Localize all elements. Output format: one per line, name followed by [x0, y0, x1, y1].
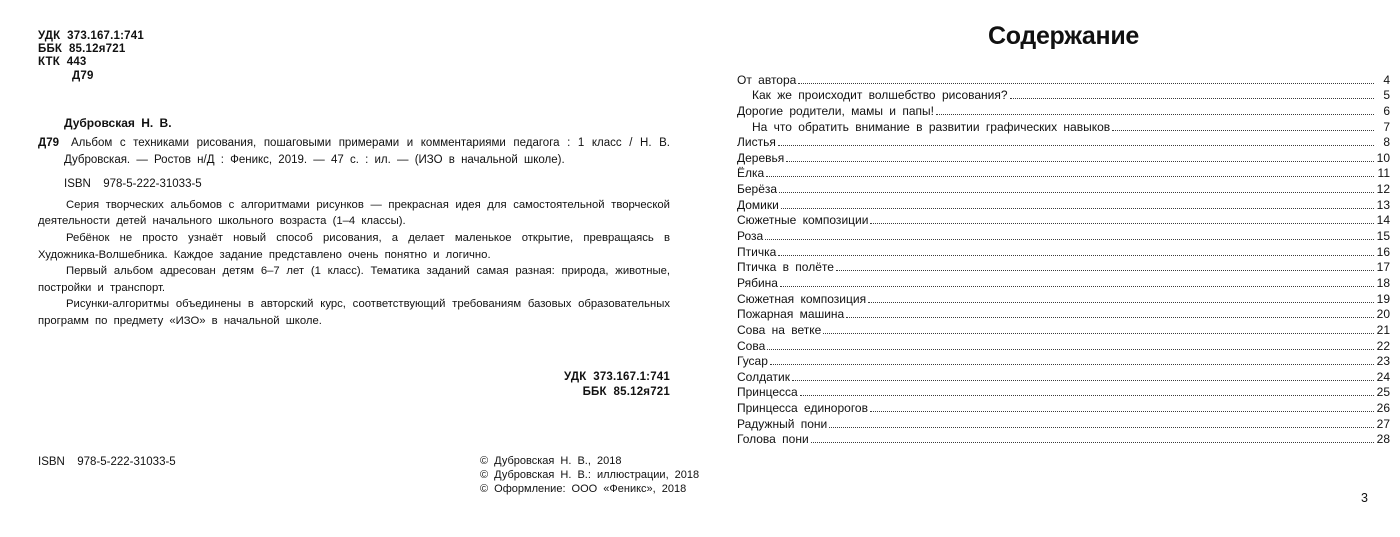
toc-page-number: 13 [1376, 197, 1390, 212]
toc-page-number: 21 [1376, 322, 1390, 337]
toc-dotted-leader [811, 442, 1374, 443]
toc-dotted-leader [836, 270, 1374, 271]
toc-dotted-leader [778, 145, 1374, 146]
toc-entry [737, 134, 1390, 150]
toc-entry [737, 259, 1390, 275]
toc-page-number: 18 [1376, 275, 1390, 290]
toc-page-number: 8 [1383, 135, 1390, 150]
toc-entry-label: Как же происходит волшебство рисования? [752, 88, 1008, 103]
toc-dotted-leader [770, 364, 1374, 365]
toc-entry [737, 368, 1390, 384]
toc-entry [737, 274, 1390, 290]
ktk-line: КТК 443 [38, 56, 87, 69]
entry-code: Д79 [38, 136, 59, 149]
toc-entry [737, 399, 1390, 415]
left-page-imprint [38, 30, 670, 400]
annotation-paragraph: Серия творческих альбомов с алгоритмами рисунков — прекрасная идея для самостоятельной творческой деятельности детей начального школьного возраста (1–4 классы). [38, 198, 670, 228]
toc-dotted-leader [1112, 130, 1374, 131]
classification-block [38, 30, 670, 83]
toc-page-number: 26 [1376, 401, 1390, 416]
toc-entry-label: Гусар [737, 354, 768, 369]
bibliographic-entry [38, 135, 670, 169]
toc-page-number: 10 [1376, 150, 1390, 165]
copyright-line: © Дубровская Н. В.: иллюстрации, 2018 [480, 468, 700, 481]
toc-entry [737, 415, 1390, 431]
bibliographic-description: Альбом с техниками рисования, пошаговыми примерами и комментариями педагога : 1 класс / Н. В. Дубровская. — Ростов н/Д : Феникс, 2019. — 47 с. : ил. — (ИЗО в начальной школе). [64, 136, 670, 166]
toc-dotted-leader [846, 317, 1374, 318]
toc-entry-label: Птичка [737, 244, 777, 259]
toc-page-number: 27 [1376, 416, 1390, 431]
toc-entry [737, 306, 1390, 322]
annotation-paragraph: Первый альбом адресован детям 6–7 лет (1 класс). Тематика заданий самая разная: природа, животные, постройки и транспорт. [38, 265, 670, 294]
toc-entry [737, 290, 1390, 306]
toc-dotted-leader [781, 208, 1374, 209]
toc-dotted-leader [792, 380, 1374, 381]
toc-dotted-leader [936, 114, 1374, 115]
toc-page-number: 20 [1376, 307, 1390, 322]
toc-dotted-leader [767, 349, 1374, 350]
toc-entry [737, 321, 1390, 337]
toc-entry [737, 149, 1390, 165]
toc-dotted-leader [779, 192, 1374, 193]
toc-page-number: 22 [1376, 338, 1390, 353]
toc-entry [737, 118, 1390, 134]
toc-page-number: 24 [1376, 369, 1390, 384]
toc-entry-label: Сюжетная композиция [737, 291, 867, 306]
copyright-block [480, 455, 699, 496]
toc-page-number: 11 [1377, 166, 1390, 181]
copyright-line: © Дубровская Н. В., 2018 [480, 455, 622, 467]
toc-entry-label: Сова на ветке [737, 322, 822, 337]
toc-entry [737, 227, 1390, 243]
toc-entry [737, 243, 1390, 259]
toc-entry-label: Рябина [737, 275, 778, 290]
toc-page-number: 7 [1383, 119, 1390, 134]
toc-entry-label: Пожарная машина [737, 307, 845, 322]
toc-dotted-leader [829, 427, 1374, 428]
toc-list [737, 71, 1390, 446]
toc-entry-label: Радужный пони [737, 416, 828, 431]
toc-entry [737, 431, 1390, 447]
toc-entry-label: На что обратить внимание в развитии графических навыков [752, 119, 1111, 134]
toc-page-number: 25 [1376, 385, 1390, 400]
bbk-footer-line: ББК 85.12я721 [582, 385, 670, 398]
toc-dotted-leader [1010, 98, 1374, 99]
toc-entry-label: Принцесса единорогов [737, 401, 868, 416]
toc-entry-label: Голова пони [737, 432, 809, 447]
toc-page-number: 4 [1383, 72, 1390, 87]
toc-page-number: 19 [1376, 291, 1390, 306]
udk-line: УДК 373.167.1:741 [38, 30, 144, 42]
toc-entry-label: Сюжетные композиции [737, 213, 869, 228]
toc-page-number: 23 [1376, 354, 1390, 369]
udk-footer-line: УДК 373.167.1:741 [564, 370, 670, 383]
toc-entry [737, 180, 1390, 196]
toc-dotted-leader [823, 333, 1374, 334]
toc-entry-label: Берёза [737, 182, 778, 197]
toc-entry-label: От автора [737, 72, 797, 87]
toc-entry [737, 212, 1390, 228]
toc-entry-label: Деревья [737, 150, 785, 165]
toc-dotted-leader [766, 176, 1374, 177]
udk-footer-block [38, 370, 670, 400]
bbk-line: ББК 85.12я721 [38, 43, 126, 56]
toc-page-number: 5 [1383, 88, 1390, 103]
toc-entry [737, 196, 1390, 212]
toc-dotted-leader [798, 83, 1374, 84]
annotation-paragraph: Рисунки-алгоритмы объединены в авторский курс, соответствующий требованиям базовых образовательных программ по предмету «ИЗО» в начальной школе. [38, 298, 670, 327]
toc-entry-label: Сова [737, 338, 766, 353]
toc-entry-label: Солдатик [737, 369, 790, 384]
toc-page-number: 14 [1376, 213, 1390, 228]
author-code-line: Д79 [72, 69, 94, 82]
toc-entry-label: Принцесса [737, 385, 798, 400]
toc-page-number: 16 [1376, 244, 1390, 259]
toc-entry [737, 87, 1390, 103]
toc-page-number: 15 [1376, 229, 1390, 244]
annotation-paragraph: Ребёнок не просто узнаёт новый способ рисования, а делает маленькое открытие, превращаясь в Художника-Волшебника. Каждое задание представлено очень понятно и логично. [38, 232, 670, 261]
toc-dotted-leader [870, 411, 1374, 412]
toc-entry-label: Домики [737, 197, 779, 212]
toc-entry-label: Роза [737, 229, 764, 244]
toc-entry [737, 102, 1390, 118]
toc-dotted-leader [786, 161, 1374, 162]
toc-entry-label: Дорогие родители, мамы и папы! [737, 103, 934, 118]
toc-entry [737, 71, 1390, 87]
toc-dotted-leader [868, 302, 1374, 303]
toc-entry-label: Ёлка [737, 166, 765, 181]
isbn-bottom: ISBN 978-5-222-31033-5 [38, 456, 176, 468]
toc-page-number: 12 [1376, 182, 1390, 197]
author-name: Дубровская Н. В. [64, 115, 172, 130]
toc-entry-label: Листья [737, 135, 776, 150]
toc-page-number: 17 [1376, 260, 1390, 275]
copyright-line: © Оформление: ООО «Феникс», 2018 [480, 482, 687, 495]
toc-entry [737, 353, 1390, 369]
toc-dotted-leader [780, 286, 1374, 287]
isbn-top: ISBN 978-5-222-31033-5 [64, 177, 202, 190]
toc-dotted-leader [778, 255, 1374, 256]
toc-dotted-leader [800, 395, 1374, 396]
toc-entry-label: Птичка в полёте [737, 260, 834, 275]
folio-page-number: 3 [1361, 491, 1368, 505]
toc-entry [737, 337, 1390, 353]
toc-page-number: 28 [1376, 432, 1390, 447]
annotation-block [38, 197, 670, 330]
toc-dotted-leader [870, 223, 1374, 224]
toc-entry [737, 165, 1390, 181]
toc-entry [737, 384, 1390, 400]
toc-title: Содержание [987, 22, 1140, 50]
toc-dotted-leader [765, 239, 1374, 240]
toc-page-number: 6 [1383, 103, 1390, 118]
